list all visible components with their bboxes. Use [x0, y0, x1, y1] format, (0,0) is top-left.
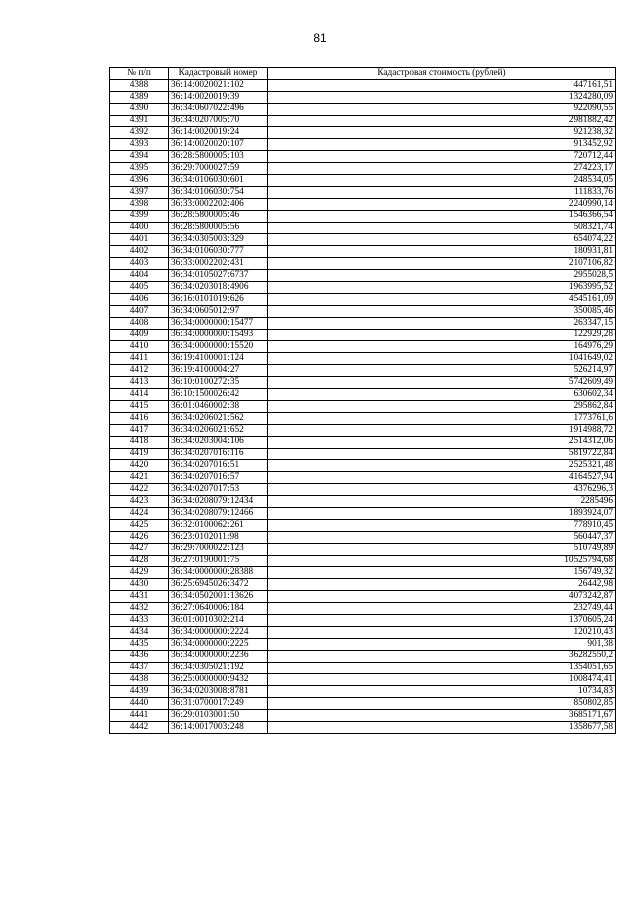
cadastral-value-cell: 560447,37 — [268, 531, 616, 543]
column-header-index: № п/п — [110, 68, 169, 80]
table-row — [110, 424, 616, 436]
row-index-cell: 4413 — [110, 377, 169, 389]
cadastral-value-cell: 350085,46 — [268, 305, 616, 317]
cadastral-value-cell: 1963995,52 — [268, 282, 616, 294]
row-index-cell: 4427 — [110, 543, 169, 555]
cadastral-value-cell: 1546366,54 — [268, 210, 616, 222]
table-row — [110, 567, 616, 579]
cadastral-value-cell: 274223,17 — [268, 163, 616, 175]
row-index-cell: 4424 — [110, 507, 169, 519]
cadastral-number-cell: 36:34:0207016:116 — [169, 448, 268, 460]
row-index-cell: 4435 — [110, 638, 169, 650]
cadastral-number-cell: 36:34:0207005:70 — [169, 115, 268, 127]
row-index-cell: 4437 — [110, 662, 169, 674]
cadastral-number-cell: 36:34:0000000:15477 — [169, 317, 268, 329]
row-index-cell: 4414 — [110, 389, 169, 401]
cadastral-number-cell: 36:10:1500026:42 — [169, 389, 268, 401]
cadastral-number-cell: 36:01:0460002:38 — [169, 400, 268, 412]
cadastral-value-cell: 26442,98 — [268, 579, 616, 591]
table-row — [110, 436, 616, 448]
cadastral-number-cell: 36:34:0607022:496 — [169, 103, 268, 115]
table-row — [110, 246, 616, 258]
cadastral-value-cell: 901,38 — [268, 638, 616, 650]
row-index-cell: 4400 — [110, 222, 169, 234]
table-row — [110, 115, 616, 127]
table-row — [110, 531, 616, 543]
table-row — [110, 151, 616, 163]
cadastral-value-cell: 122929,28 — [268, 329, 616, 341]
cadastral-number-cell: 36:27:0640006:184 — [169, 603, 268, 615]
row-index-cell: 4389 — [110, 91, 169, 103]
cadastral-number-cell: 36:34:0105027:6737 — [169, 270, 268, 282]
cadastral-value-cell: 10525794,68 — [268, 555, 616, 567]
cadastral-number-cell: 36:34:0000000:28388 — [169, 567, 268, 579]
row-index-cell: 4405 — [110, 282, 169, 294]
row-index-cell: 4404 — [110, 270, 169, 282]
cadastral-value-cell: 4073242,87 — [268, 591, 616, 603]
cadastral-number-cell: 36:34:0605012:97 — [169, 305, 268, 317]
cadastral-value-cell: 2525321,48 — [268, 460, 616, 472]
cadastral-value-cell: 913452,92 — [268, 139, 616, 151]
table-row — [110, 591, 616, 603]
table-row — [110, 519, 616, 531]
row-index-cell: 4410 — [110, 341, 169, 353]
row-index-cell: 4407 — [110, 305, 169, 317]
cadastral-number-cell: 36:34:0000000:2225 — [169, 638, 268, 650]
row-index-cell: 4416 — [110, 412, 169, 424]
cadastral-value-cell: 1358677,58 — [268, 721, 616, 733]
cadastral-number-cell: 36:14:0020021:102 — [169, 79, 268, 91]
cadastral-value-cell: 263347,15 — [268, 317, 616, 329]
row-index-cell: 4419 — [110, 448, 169, 460]
table-row — [110, 210, 616, 222]
table-row — [110, 579, 616, 591]
row-index-cell: 4392 — [110, 127, 169, 139]
cadastral-number-cell: 36:16:0101019:626 — [169, 293, 268, 305]
cadastral-number-cell: 36:34:0206021:562 — [169, 412, 268, 424]
table-row — [110, 626, 616, 638]
cadastral-number-cell: 36:34:0000000:15520 — [169, 341, 268, 353]
table-row — [110, 103, 616, 115]
column-header-cadastral-number: Кадастровый номер — [169, 68, 268, 80]
table-row — [110, 543, 616, 555]
table-row — [110, 365, 616, 377]
row-index-cell: 4432 — [110, 603, 169, 615]
row-index-cell: 4408 — [110, 317, 169, 329]
cadastral-value-cell: 1354051,65 — [268, 662, 616, 674]
table-row — [110, 496, 616, 508]
cadastral-number-cell: 36:31:0700017:249 — [169, 698, 268, 710]
row-index-cell: 4415 — [110, 400, 169, 412]
table-row — [110, 674, 616, 686]
table-header-row — [110, 68, 616, 80]
table-row — [110, 305, 616, 317]
cadastral-number-cell: 36:34:0502001:13626 — [169, 591, 268, 603]
row-index-cell: 4411 — [110, 353, 169, 365]
row-index-cell: 4396 — [110, 175, 169, 187]
table-row — [110, 317, 616, 329]
row-index-cell: 4425 — [110, 519, 169, 531]
row-index-cell: 4430 — [110, 579, 169, 591]
row-index-cell: 4429 — [110, 567, 169, 579]
table-row — [110, 79, 616, 91]
row-index-cell: 4431 — [110, 591, 169, 603]
cadastral-number-cell: 36:34:0000000:15493 — [169, 329, 268, 341]
cadastral-value-cell: 36282550,2 — [268, 650, 616, 662]
cadastral-value-cell: 1008474,41 — [268, 674, 616, 686]
cadastral-number-cell: 36:34:0207016:57 — [169, 472, 268, 484]
cadastral-value-cell: 2981882,42 — [268, 115, 616, 127]
row-index-cell: 4441 — [110, 710, 169, 722]
cadastral-number-cell: 36:34:0106030:777 — [169, 246, 268, 258]
cadastral-value-cell: 232749,44 — [268, 603, 616, 615]
cadastral-value-cell: 921238,32 — [268, 127, 616, 139]
table-row — [110, 341, 616, 353]
cadastral-number-cell: 36:23:0102011:98 — [169, 531, 268, 543]
row-index-cell: 4388 — [110, 79, 169, 91]
cadastral-number-cell: 36:29:7000022:123 — [169, 543, 268, 555]
row-index-cell: 4401 — [110, 234, 169, 246]
page-number: 81 — [313, 31, 327, 45]
table-row — [110, 686, 616, 698]
cadastral-value-cell: 447161,51 — [268, 79, 616, 91]
table-row — [110, 460, 616, 472]
cadastral-number-cell: 36:14:0020019:39 — [169, 91, 268, 103]
table-row — [110, 710, 616, 722]
row-index-cell: 4398 — [110, 198, 169, 210]
cadastral-number-cell: 36:14:0017003:248 — [169, 721, 268, 733]
cadastral-value-cell: 156749,32 — [268, 567, 616, 579]
cadastral-value-cell: 164976,29 — [268, 341, 616, 353]
cadastral-value-cell: 720712,44 — [268, 151, 616, 163]
cadastral-number-cell: 36:25:0000000:9432 — [169, 674, 268, 686]
cadastral-number-cell: 36:34:0203008:8781 — [169, 686, 268, 698]
cadastral-value-cell: 120210,43 — [268, 626, 616, 638]
table-row — [110, 412, 616, 424]
table-row — [110, 293, 616, 305]
cadastral-value-cell: 526214,97 — [268, 365, 616, 377]
cadastral-number-cell: 36:19:4100001:124 — [169, 353, 268, 365]
table-row — [110, 484, 616, 496]
cadastral-number-cell: 36:34:0000000:2224 — [169, 626, 268, 638]
row-index-cell: 4420 — [110, 460, 169, 472]
cadastral-value-table — [109, 67, 616, 734]
cadastral-number-cell: 36:32:0100062:261 — [169, 519, 268, 531]
cadastral-value-cell: 922090,55 — [268, 103, 616, 115]
cadastral-value-cell: 630602,34 — [268, 389, 616, 401]
cadastral-value-cell: 4545161,09 — [268, 293, 616, 305]
table-row — [110, 377, 616, 389]
cadastral-number-cell: 36:34:0207016:51 — [169, 460, 268, 472]
cadastral-number-cell: 36:14:0020019:24 — [169, 127, 268, 139]
cadastral-number-cell: 36:14:0020020:107 — [169, 139, 268, 151]
row-index-cell: 4421 — [110, 472, 169, 484]
column-header-cadastral-value: Кадастровая стоимость (рублей) — [268, 68, 616, 80]
cadastral-number-cell: 36:28:5800005:56 — [169, 222, 268, 234]
table-row — [110, 186, 616, 198]
cadastral-value-cell: 508321,74 — [268, 222, 616, 234]
cadastral-value-cell: 111833,76 — [268, 186, 616, 198]
row-index-cell: 4440 — [110, 698, 169, 710]
table-row — [110, 353, 616, 365]
cadastral-value-cell: 654074,22 — [268, 234, 616, 246]
row-index-cell: 4438 — [110, 674, 169, 686]
row-index-cell: 4423 — [110, 496, 169, 508]
row-index-cell: 4436 — [110, 650, 169, 662]
cadastral-value-cell: 1324280,09 — [268, 91, 616, 103]
row-index-cell: 4402 — [110, 246, 169, 258]
cadastral-number-cell: 36:34:0106030:754 — [169, 186, 268, 198]
cadastral-value-cell: 1773761,6 — [268, 412, 616, 424]
row-index-cell: 4395 — [110, 163, 169, 175]
cadastral-value-cell: 10734,83 — [268, 686, 616, 698]
row-index-cell: 4403 — [110, 258, 169, 270]
table-row — [110, 175, 616, 187]
cadastral-number-cell: 36:33:0002202:406 — [169, 198, 268, 210]
cadastral-value-cell: 180931,81 — [268, 246, 616, 258]
table-row — [110, 234, 616, 246]
table-row — [110, 650, 616, 662]
row-index-cell: 4406 — [110, 293, 169, 305]
table-row — [110, 472, 616, 484]
cadastral-value-cell: 2240990,14 — [268, 198, 616, 210]
cadastral-value-cell: 1893924,07 — [268, 507, 616, 519]
row-index-cell: 4390 — [110, 103, 169, 115]
cadastral-value-cell: 850802,85 — [268, 698, 616, 710]
table-row — [110, 163, 616, 175]
row-index-cell: 4397 — [110, 186, 169, 198]
table-row — [110, 222, 616, 234]
cadastral-number-cell: 36:34:0000000:2236 — [169, 650, 268, 662]
cadastral-value-cell: 295862,84 — [268, 400, 616, 412]
row-index-cell: 4409 — [110, 329, 169, 341]
cadastral-value-cell: 1370605,24 — [268, 614, 616, 626]
table-row — [110, 448, 616, 460]
row-index-cell: 4442 — [110, 721, 169, 733]
cadastral-value-cell: 2514312,06 — [268, 436, 616, 448]
row-index-cell: 4418 — [110, 436, 169, 448]
table-row — [110, 282, 616, 294]
table-row — [110, 270, 616, 282]
cadastral-number-cell: 36:19:4100004:27 — [169, 365, 268, 377]
table-row — [110, 638, 616, 650]
table-row — [110, 329, 616, 341]
cadastral-value-cell: 778910,45 — [268, 519, 616, 531]
cadastral-value-cell: 3685171,67 — [268, 710, 616, 722]
table-row — [110, 139, 616, 151]
table-row — [110, 662, 616, 674]
table-row — [110, 698, 616, 710]
cadastral-value-cell: 5819722,84 — [268, 448, 616, 460]
cadastral-number-cell: 36:34:0106030:601 — [169, 175, 268, 187]
cadastral-number-cell: 36:34:0206021:652 — [169, 424, 268, 436]
cadastral-value-cell: 1914988,72 — [268, 424, 616, 436]
cadastral-value-cell: 2107106,82 — [268, 258, 616, 270]
row-index-cell: 4391 — [110, 115, 169, 127]
cadastral-number-cell: 36:34:0208079:12434 — [169, 496, 268, 508]
cadastral-number-cell: 36:34:0305003:329 — [169, 234, 268, 246]
table-row — [110, 555, 616, 567]
row-index-cell: 4417 — [110, 424, 169, 436]
cadastral-value-cell: 248534,05 — [268, 175, 616, 187]
row-index-cell: 4422 — [110, 484, 169, 496]
table-row — [110, 389, 616, 401]
table-row — [110, 721, 616, 733]
table-row — [110, 258, 616, 270]
table-row — [110, 603, 616, 615]
table-row — [110, 507, 616, 519]
row-index-cell: 4399 — [110, 210, 169, 222]
cadastral-number-cell: 36:10:0100272:35 — [169, 377, 268, 389]
cadastral-value-cell: 2955028,5 — [268, 270, 616, 282]
cadastral-number-cell: 36:28:5800005:103 — [169, 151, 268, 163]
row-index-cell: 4393 — [110, 139, 169, 151]
cadastral-number-cell: 36:34:0203004:106 — [169, 436, 268, 448]
row-index-cell: 4428 — [110, 555, 169, 567]
cadastral-value-cell: 4376296,3 — [268, 484, 616, 496]
cadastral-value-cell: 510749,89 — [268, 543, 616, 555]
cadastral-number-cell: 36:33:0002202:431 — [169, 258, 268, 270]
cadastral-number-cell: 36:01:0010302:214 — [169, 614, 268, 626]
cadastral-number-cell: 36:28:5800005:46 — [169, 210, 268, 222]
cadastral-value-cell: 2285496 — [268, 496, 616, 508]
row-index-cell: 4434 — [110, 626, 169, 638]
cadastral-number-cell: 36:29:0103001:50 — [169, 710, 268, 722]
table-row — [110, 127, 616, 139]
row-index-cell: 4433 — [110, 614, 169, 626]
cadastral-number-cell: 36:25:6945026:3472 — [169, 579, 268, 591]
cadastral-number-cell: 36:34:0207017:53 — [169, 484, 268, 496]
cadastral-number-cell: 36:27:0190001:75 — [169, 555, 268, 567]
table-row — [110, 91, 616, 103]
cadastral-number-cell: 36:34:0305021:192 — [169, 662, 268, 674]
cadastral-value-cell: 5742609,49 — [268, 377, 616, 389]
cadastral-number-cell: 36:34:0203018:4906 — [169, 282, 268, 294]
cadastral-number-cell: 36:34:0208079:12466 — [169, 507, 268, 519]
cadastral-value-cell: 1041649,02 — [268, 353, 616, 365]
cadastral-value-cell: 4164527,94 — [268, 472, 616, 484]
cadastral-number-cell: 36:29:7000027:59 — [169, 163, 268, 175]
row-index-cell: 4426 — [110, 531, 169, 543]
table-row — [110, 198, 616, 210]
row-index-cell: 4394 — [110, 151, 169, 163]
table-body — [110, 79, 616, 733]
row-index-cell: 4412 — [110, 365, 169, 377]
table-row — [110, 400, 616, 412]
table-row — [110, 614, 616, 626]
row-index-cell: 4439 — [110, 686, 169, 698]
